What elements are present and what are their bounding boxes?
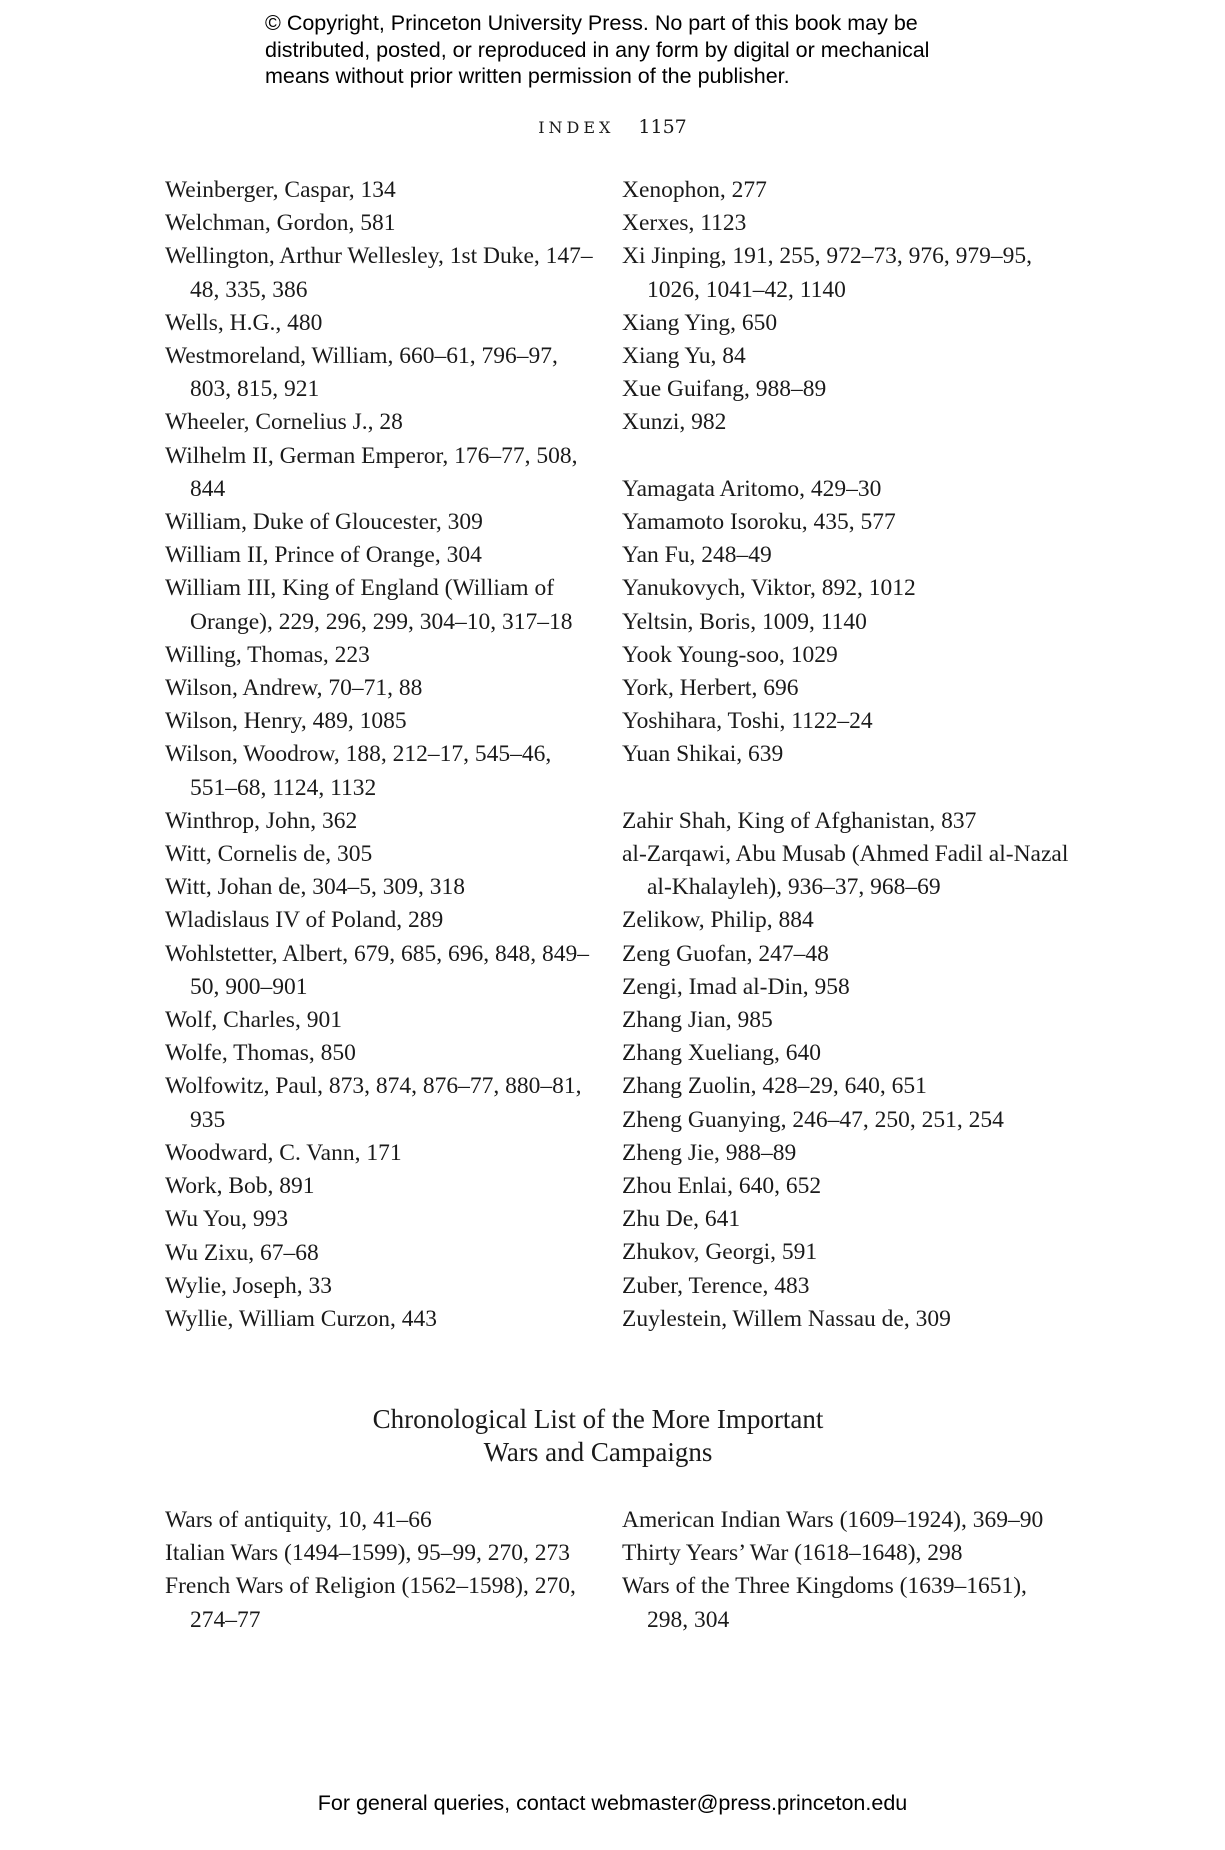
index-entry: Yook Young-soo, 1029	[622, 641, 838, 668]
index-entry: Xiang Yu, 84	[622, 343, 746, 370]
index-entry: Wilson, Woodrow, 188, 212–17, 545–46, 551–68, 1124, 1132	[165, 741, 552, 801]
index-entry: Wohlstetter, Albert, 679, 685, 696, 848, 849–50, 900–901	[165, 940, 590, 1000]
index-entry: Wladislaus IV of Poland, 289	[165, 907, 444, 934]
section-title	[0, 1403, 1196, 1469]
war-entry: Wars of antiquity, 10, 41–66	[165, 1507, 432, 1533]
letter-group-spacer	[622, 772, 1072, 805]
index-entry: Yanukovych, Viktor, 892, 1012	[622, 575, 916, 602]
index-entry: Zuylestein, Willem Nassau de, 309	[622, 1305, 951, 1332]
index-entry: Winthrop, John, 362	[165, 807, 358, 834]
footer-contact: For general queries, contact webmaster@press.princeton.edu	[317, 1791, 908, 1815]
index-entry: Witt, Johan de, 304–5, 309, 318	[165, 874, 465, 901]
index-entry: Zahir Shah, King of Afghanistan, 837	[622, 807, 977, 834]
index-entry: Wolfowitz, Paul, 873, 874, 876–77, 880–81, 935	[165, 1073, 582, 1133]
copyright-notice	[265, 10, 985, 90]
index-entry: Zheng Jie, 988–89	[622, 1139, 797, 1166]
index-entry: Willing, Thomas, 223	[165, 641, 370, 668]
index-entry: Work, Bob, 891	[165, 1173, 315, 1200]
index-entry: Xue Guifang, 988–89	[622, 376, 827, 403]
index-entry: Zheng Guanying, 246–47, 250, 251, 254	[622, 1106, 1004, 1133]
index-entry: Zengi, Imad al-Din, 958	[622, 973, 850, 1000]
index-entry: Yamagata Aritomo, 429–30	[622, 475, 882, 502]
war-entry: French Wars of Religion (1562–1598), 270, 274–77	[165, 1573, 576, 1633]
index-entry: Wilson, Henry, 489, 1085	[165, 708, 407, 735]
letter-group-spacer	[622, 440, 1072, 473]
index-entry: Zuber, Terence, 483	[622, 1272, 810, 1299]
index-entry: Zhang Zuolin, 428–29, 640, 651	[622, 1073, 927, 1100]
index-entry: Yamamoto Isoroku, 435, 577	[622, 509, 896, 536]
index-entry: al-Zarqawi, Abu Musab (Ahmed Fadil al-Nazal al-Khalayleh), 936–37, 968–69	[622, 841, 1069, 901]
index-entry: Zhukov, Georgi, 591	[622, 1239, 818, 1266]
index-entry: William III, King of England (William of Orange), 229, 296, 299, 304–10, 317–18	[165, 575, 573, 635]
index-entry: Xenophon, 277	[622, 177, 767, 203]
index-entry: Xerxes, 1123	[622, 210, 747, 237]
index-entry: Zelikow, Philip, 884	[622, 907, 814, 934]
index-entry: York, Herbert, 696	[622, 675, 799, 702]
index-entry: Zhu De, 641	[622, 1206, 741, 1233]
index-entry: Yoshihara, Toshi, 1122–24	[622, 708, 873, 735]
index-column-left	[165, 174, 595, 1336]
index-entry: Witt, Cornelis de, 305	[165, 841, 373, 868]
section-title-line: Chronological List of the More Important	[372, 1404, 824, 1434]
index-entry: Zeng Guofan, 247–48	[622, 940, 829, 967]
index-entry: Zhang Jian, 985	[622, 1007, 773, 1034]
war-entry: Italian Wars (1494–1599), 95–99, 270, 273	[165, 1540, 570, 1567]
copyright-line: distributed, posted, or reproduced in any form by digital or mechanical	[265, 37, 930, 62]
index-entry: William, Duke of Gloucester, 309	[165, 509, 483, 536]
index-entry: Yuan Shikai, 639	[622, 741, 784, 768]
index-entry: Welchman, Gordon, 581	[165, 210, 396, 237]
index-entry: Wells, H.G., 480	[165, 309, 323, 336]
page-number: 1157	[638, 116, 687, 138]
index-entry: Wilson, Andrew, 70–71, 88	[165, 675, 423, 702]
index-entry: Woodward, C. Vann, 171	[165, 1139, 402, 1166]
running-head-label: INDEX	[538, 118, 615, 137]
index-entry: Wheeler, Cornelius J., 28	[165, 409, 403, 436]
index-entry: Weinberger, Caspar, 134	[165, 177, 396, 203]
section-title-line: Wars and Campaigns	[483, 1437, 713, 1467]
war-entry: American Indian Wars (1609–1924), 369–90	[622, 1507, 1044, 1533]
index-entry: Yeltsin, Boris, 1009, 1140	[622, 608, 867, 635]
index-column-right	[622, 174, 1072, 1336]
index-entry: Wylie, Joseph, 33	[165, 1272, 332, 1299]
index-entry: William II, Prince of Orange, 304	[165, 542, 482, 569]
index-entry: Wilhelm II, German Emperor, 176–77, 508, 844	[165, 442, 578, 502]
index-entry: Xiang Ying, 650	[622, 309, 778, 336]
index-entry: Xi Jinping, 191, 255, 972–73, 976, 979–95, 1026, 1041–42, 1140	[622, 243, 1032, 303]
wars-column-left	[165, 1504, 595, 1637]
index-entry: Westmoreland, William, 660–61, 796–97, 803, 815, 921	[165, 343, 558, 403]
index-entry: Zhang Xueliang, 640	[622, 1040, 822, 1067]
index-entry: Wolf, Charles, 901	[165, 1007, 342, 1034]
wars-column-right	[622, 1504, 1072, 1637]
index-entry: Zhou Enlai, 640, 652	[622, 1173, 822, 1200]
war-entry: Thirty Years’ War (1618–1648), 298	[622, 1540, 963, 1567]
index-entry: Yan Fu, 248–49	[622, 542, 772, 569]
index-entry: Wu You, 993	[165, 1206, 289, 1233]
index-entry: Xunzi, 982	[622, 409, 727, 436]
index-entry: Wellington, Arthur Wellesley, 1st Duke, 147–48, 335, 386	[165, 243, 593, 303]
index-entry: Wu Zixu, 67–68	[165, 1239, 319, 1266]
copyright-line: © Copyright, Princeton University Press. No part of this book may be	[265, 11, 918, 35]
copyright-line: means without prior written permission of the publisher.	[265, 64, 790, 88]
war-entry: Wars of the Three Kingdoms (1639–1651), 298, 304	[622, 1573, 1027, 1633]
index-entry: Wyllie, William Curzon, 443	[165, 1305, 437, 1332]
running-head	[0, 112, 1225, 143]
index-entry: Wolfe, Thomas, 850	[165, 1040, 356, 1067]
